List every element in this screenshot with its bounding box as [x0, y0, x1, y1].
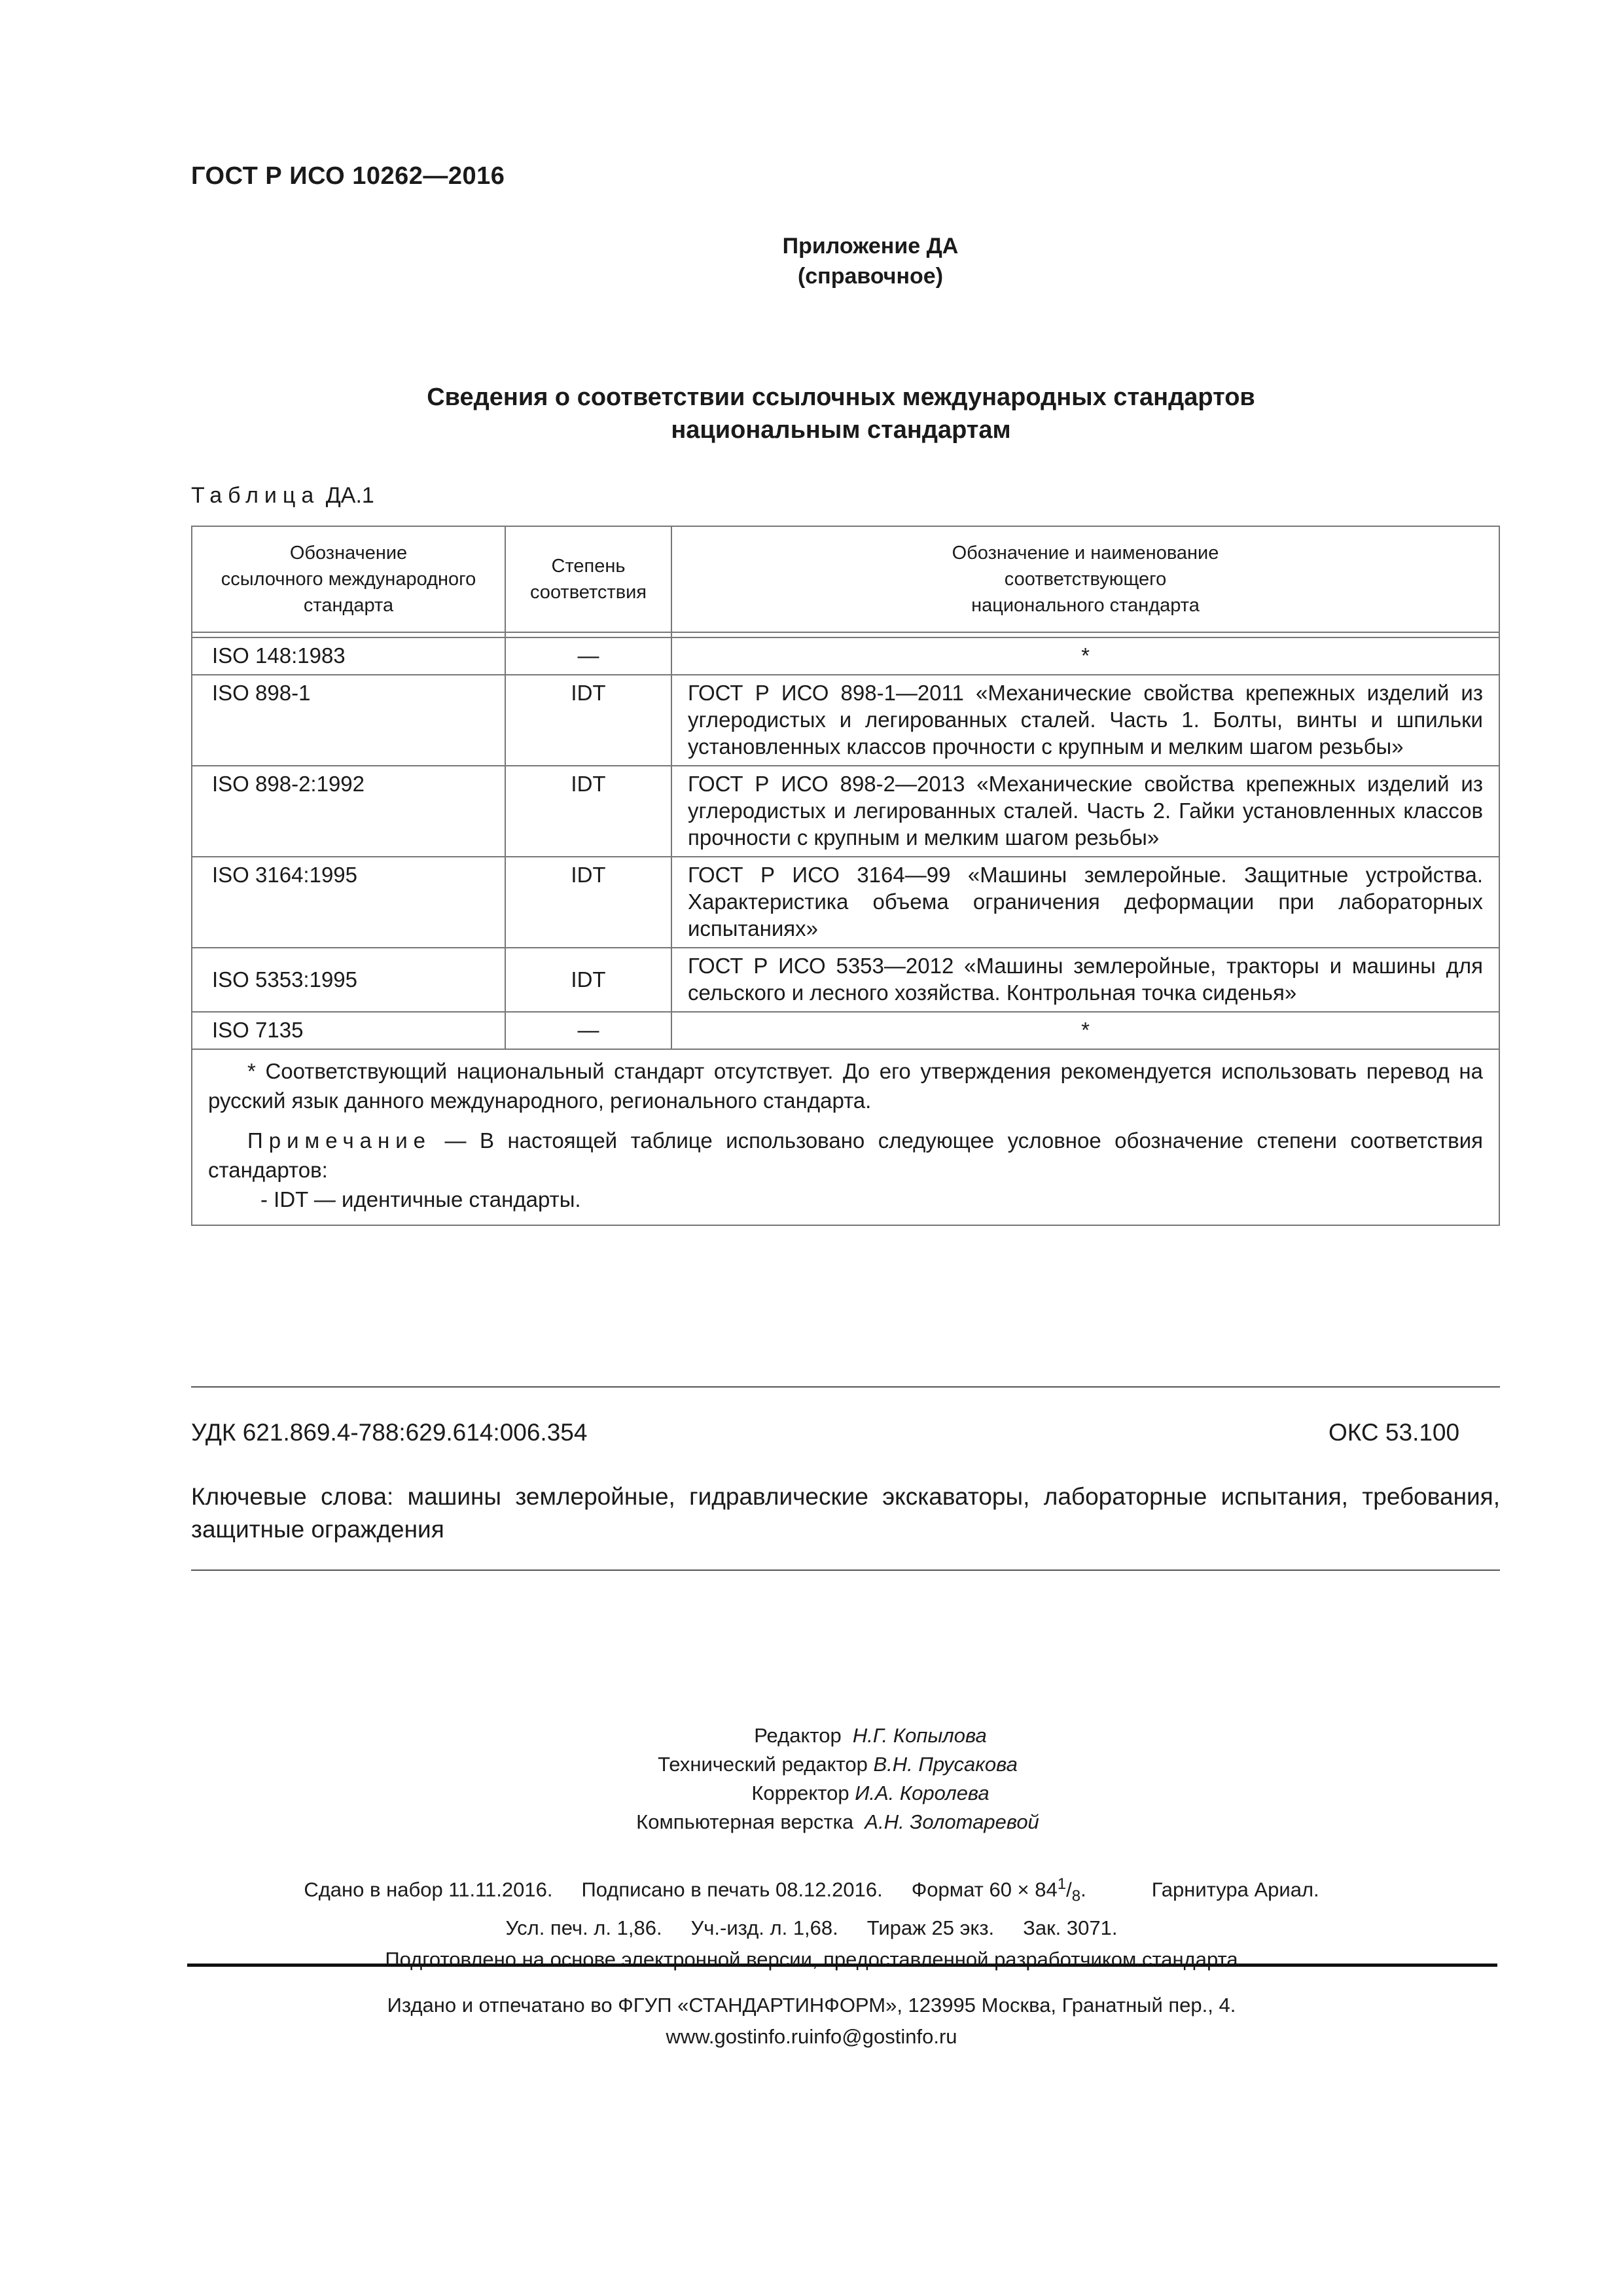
imprint-format-numerator: 1 [1057, 1875, 1067, 1893]
header-col1-line2: ссылочного международного [221, 569, 476, 590]
table-row [192, 948, 1499, 1012]
imprint-format-suffix: . [1080, 1878, 1086, 1901]
note-list-item: - IDT — идентичные стандарты. [260, 1187, 581, 1211]
imprint-format-denominator: 8 [1071, 1887, 1081, 1905]
publisher-email-link[interactable]: info@gostinfo.ru [809, 2025, 957, 2048]
oks-code: ОКС 53.100 [1329, 1419, 1460, 1446]
imprint-format: Формат 60 × 84 [911, 1878, 1058, 1901]
table-row [192, 675, 1499, 766]
credit-tech-editor [0, 1750, 1623, 1779]
imprint-rule [187, 1964, 1497, 1967]
imprint-print-sheets: Усл. печ. л. 1,86. [505, 1916, 662, 1939]
row-designation: ISO 5353:1995 [192, 948, 505, 1012]
table-header-row [192, 526, 1499, 632]
divider-bottom [191, 1570, 1500, 1571]
header-col3-line3: национального стандарта [971, 595, 1200, 616]
header-international-designation [192, 526, 505, 632]
credit-name: Н.Г. Копылова [852, 1724, 987, 1747]
row-degree: — [505, 637, 671, 675]
credit-role: Корректор [751, 1782, 849, 1804]
credit-editor [0, 1721, 1623, 1750]
correspondence-table [191, 526, 1500, 1226]
imprint-signed: Подписано в печать 08.12.2016. [581, 1878, 883, 1901]
annex-heading [0, 231, 1623, 291]
row-designation: ISO 3164:1995 [192, 857, 505, 948]
imprint-order: Зак. 3071. [1023, 1916, 1118, 1939]
row-national: * [671, 1012, 1499, 1049]
row-national: ГОСТ Р ИСО 5353—2012 «Машины землеройные, тракторы и машины для сельского и лесного хозяйства. Контрольная точка сиденья» [671, 948, 1499, 1012]
row-national: ГОСТ Р ИСО 3164—99 «Машины землеройные. Защитные устройства. Характеристика объема ограничения деформации при лабораторных испытаниях» [671, 857, 1499, 948]
imprint-prepared: Подготовлено на основе электронной версии, предоставленной разработчиком стандарта [385, 1947, 1238, 1971]
header-separator [192, 632, 1499, 637]
header-degree [505, 526, 671, 632]
credit-role: Редактор [754, 1724, 842, 1747]
credit-role: Компьютерная верстка [636, 1810, 854, 1833]
row-national: ГОСТ Р ИСО 898-2—2013 «Механические свойства крепежных изделий из углеродистых и легированных сталей. Часть 2. Гайки установленных классов прочности с крупным и мелким шагом резьбы» [671, 766, 1499, 857]
row-national: * [671, 637, 1499, 675]
row-degree: IDT [505, 766, 671, 857]
imprint-submitted: Сдано в набор 11.11.2016. [304, 1878, 553, 1901]
header-col1-line3: стандарта [303, 595, 394, 616]
table-footnote-cell [192, 1049, 1499, 1225]
header-national-standard [671, 526, 1499, 632]
annex-title: Приложение ДА [782, 234, 959, 259]
section-title-line1: Сведения о соответствии ссылочных международных стандартов [427, 384, 1255, 411]
imprint-line2 [0, 1912, 1623, 1944]
table-footnote-row [192, 1049, 1499, 1225]
credit-proofreader [0, 1779, 1623, 1808]
row-designation: ISO 7135 [192, 1012, 505, 1049]
keywords: Ключевые слова: машины землеройные, гидравлические экскаваторы, лабораторные испытания, требования, защитные ограждения [191, 1483, 1500, 1543]
table-footnote: * Соответствующий национальный стандарт отсутствует. До его утверждения рекомендуется использовать перевод на русский язык данного международного, регионального стандарта. [208, 1059, 1483, 1113]
publisher-contacts [0, 2021, 1623, 2053]
header-col2-line2: соответствия [529, 582, 647, 603]
note-label: Примечание [247, 1128, 432, 1153]
note-text: — В настоящей таблице использовано следующее условное обозначение степени соответствия стандартов: [208, 1128, 1483, 1182]
row-degree: IDT [505, 675, 671, 766]
table-label-word: Таблица [191, 483, 320, 508]
header-col1-line1: Обозначение [289, 543, 408, 564]
table-row [192, 857, 1499, 948]
udc-code: УДК 621.869.4-788:629.614:006.354 [191, 1419, 588, 1446]
imprint-publ-sheets: Уч.-изд. л. 1,68. [690, 1916, 838, 1939]
credit-name: И.А. Королева [855, 1782, 990, 1804]
table-row [192, 766, 1499, 857]
row-designation: ISO 148:1983 [192, 637, 505, 675]
imprint-run: Тираж 25 экз. [866, 1916, 995, 1939]
publisher-block [0, 1990, 1623, 2053]
imprint-line1: Сдано в набор 11.11.2016. Подписано в печать 08.12.2016. Формат $60 \times 84^1/_8$. Гарнитура Ариал. [304, 1875, 1319, 1905]
credit-role: Технический редактор [658, 1753, 868, 1776]
table-label [191, 483, 374, 509]
credit-name: А.Н. Золотаревой [865, 1810, 1039, 1833]
document-code: ГОСТ Р ИСО 10262—2016 [191, 162, 505, 190]
section-title [0, 381, 1623, 446]
row-degree: IDT [505, 857, 671, 948]
table-label-number: ДА.1 [325, 483, 374, 508]
imprint-typeface: Гарнитура Ариал. [1151, 1878, 1319, 1901]
section-title-line2: национальным стандартам [671, 416, 1011, 444]
row-degree: — [505, 1012, 671, 1049]
divider-top [191, 1386, 1500, 1388]
row-designation: ISO 898-1 [192, 675, 505, 766]
table-note [208, 1126, 1483, 1185]
header-col3-line2: соответствующего [1004, 569, 1167, 590]
header-col3-line1: Обозначение и наименование [952, 543, 1219, 564]
header-col2-line1: Степень [551, 556, 626, 577]
annex-type: (справочное) [797, 264, 944, 289]
table-row [192, 1012, 1499, 1049]
publisher-site-link[interactable]: www.gostinfo.ru [666, 2025, 810, 2048]
credits-block [0, 1721, 1623, 1837]
credit-layout [0, 1808, 1623, 1837]
row-national: ГОСТ Р ИСО 898-1—2011 «Механические свойства крепежных изделий из углеродистых и легированных сталей. Часть 1. Болты, винты и шпильки установленных классов прочности с крупным и мелким шагом резьбы» [671, 675, 1499, 766]
row-degree: IDT [505, 948, 671, 1012]
row-designation: ISO 898-2:1992 [192, 766, 505, 857]
publisher-line: Издано и отпечатано во ФГУП «СТАНДАРТИНФОРМ», 123995 Москва, Гранатный пер., 4. [387, 1994, 1236, 2017]
table-row [192, 637, 1499, 675]
credit-name: В.Н. Прусакова [873, 1753, 1018, 1776]
imprint-block [0, 1869, 1623, 1975]
